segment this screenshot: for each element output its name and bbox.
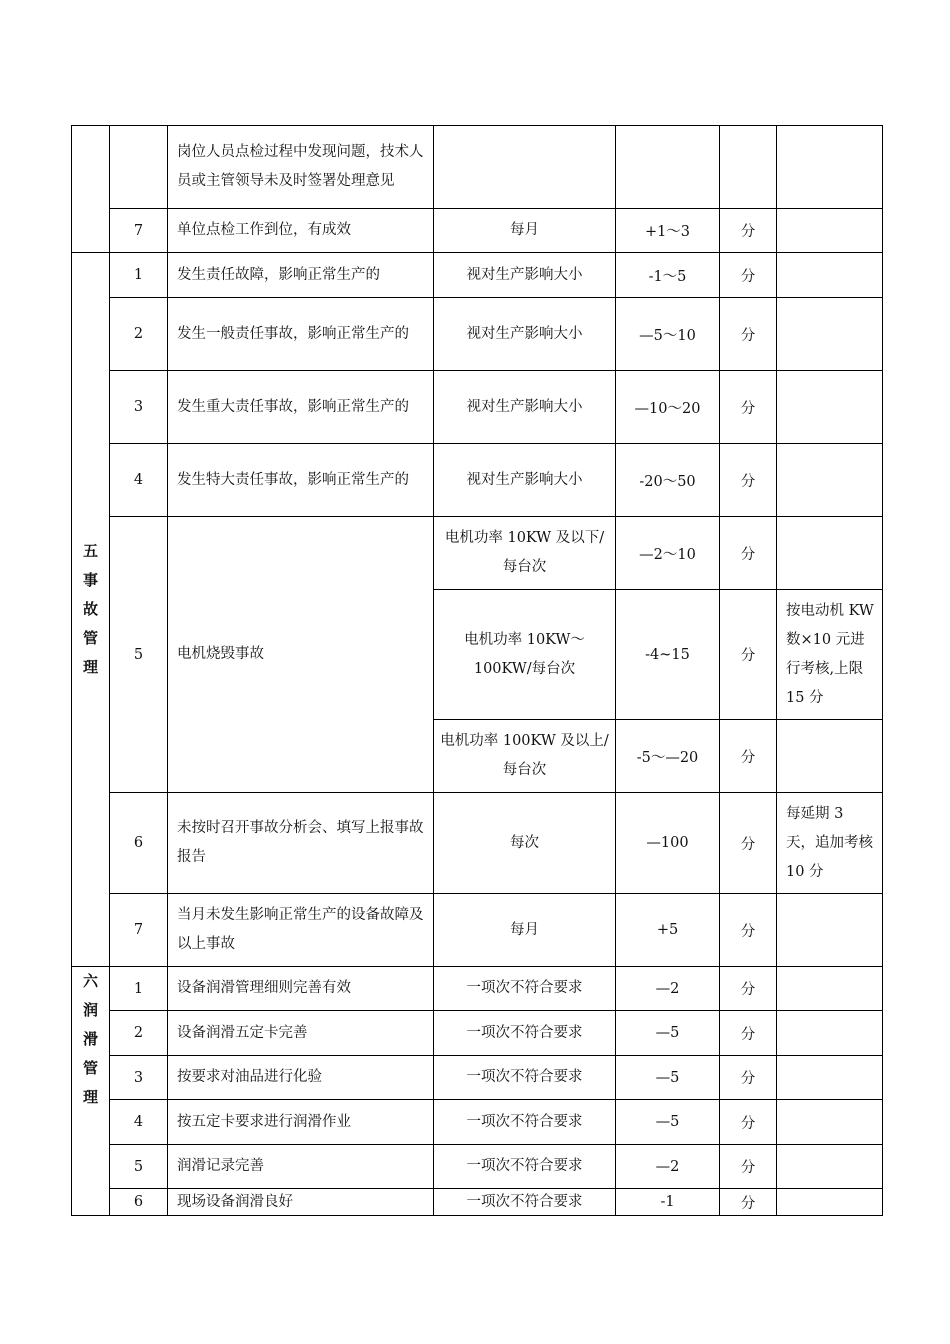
item-text: 当月未发生影响正常生产的设备故障及以上事故 [168, 894, 434, 967]
assessment-table [71, 125, 883, 1216]
table-row [72, 371, 883, 444]
unit-text: 分 [720, 209, 777, 253]
score-text: —2 [616, 1145, 720, 1189]
score-text [616, 126, 720, 209]
remark-text [777, 371, 883, 444]
remark-text [777, 894, 883, 967]
unit-text: 分 [720, 590, 777, 720]
score-text: —5 [616, 1100, 720, 1145]
score-text: —2～10 [616, 517, 720, 590]
row-number: 6 [110, 1189, 168, 1216]
criteria-text: 每月 [434, 894, 616, 967]
table-row [72, 298, 883, 371]
table-row [72, 126, 883, 209]
row-number: 4 [110, 1100, 168, 1145]
criteria-text: 视对生产影响大小 [434, 253, 616, 298]
remark-text [777, 298, 883, 371]
remark-text [777, 517, 883, 590]
item-text: 电机烧毁事故 [168, 517, 434, 793]
score-text: —2 [616, 967, 720, 1011]
row-number: 7 [110, 894, 168, 967]
item-text: 单位点检工作到位，有成效 [168, 209, 434, 253]
unit-text: 分 [720, 793, 777, 894]
unit-text [720, 126, 777, 209]
unit-text: 分 [720, 967, 777, 1011]
item-text: 发生一般责任事故，影响正常生产的 [168, 298, 434, 371]
item-text: 岗位人员点检过程中发现问题，技术人员或主管领导未及时签署处理意见 [168, 126, 434, 209]
criteria-text: 每月 [434, 209, 616, 253]
unit-text: 分 [720, 517, 777, 590]
row-number [110, 126, 168, 209]
criteria-text: 一项次不符合要求 [434, 1056, 616, 1100]
unit-text: 分 [720, 1145, 777, 1189]
score-text: -20～50 [616, 444, 720, 517]
item-text: 设备润滑五定卡完善 [168, 1011, 434, 1056]
remark-text [777, 209, 883, 253]
unit-text: 分 [720, 444, 777, 517]
item-text: 发生责任故障，影响正常生产的 [168, 253, 434, 298]
remark-text [777, 1189, 883, 1216]
row-number: 4 [110, 444, 168, 517]
item-text: 未按时召开事故分析会、填写上报事故报告 [168, 793, 434, 894]
table-row [72, 1011, 883, 1056]
row-number: 3 [110, 1056, 168, 1100]
remark-text: 按电动机 KW 数×10 元进行考核,上限 15 分 [777, 590, 883, 720]
remark-text [777, 253, 883, 298]
remark-text [777, 1145, 883, 1189]
table-row [72, 1189, 883, 1216]
remark-text [777, 1011, 883, 1056]
score-text: —5 [616, 1011, 720, 1056]
remark-text [777, 1056, 883, 1100]
item-text: 现场设备润滑良好 [168, 1189, 434, 1216]
unit-text: 分 [720, 253, 777, 298]
criteria-text: 一项次不符合要求 [434, 967, 616, 1011]
remark-text [777, 967, 883, 1011]
table-row [72, 1145, 883, 1189]
table-row [72, 209, 883, 253]
score-text: -1～5 [616, 253, 720, 298]
criteria-text: 每次 [434, 793, 616, 894]
item-text: 发生重大责任事故，影响正常生产的 [168, 371, 434, 444]
row-number: 2 [110, 298, 168, 371]
section-label-lubrication-management: 六 润 滑 管 理 [72, 967, 110, 1216]
unit-text: 分 [720, 1056, 777, 1100]
table-row [72, 793, 883, 894]
row-number: 2 [110, 1011, 168, 1056]
remark-text [777, 126, 883, 209]
item-text: 按五定卡要求进行润滑作业 [168, 1100, 434, 1145]
unit-text: 分 [720, 720, 777, 793]
table-row [72, 1056, 883, 1100]
table-row [72, 894, 883, 967]
remark-text [777, 720, 883, 793]
table-row [72, 517, 883, 590]
criteria-text: 一项次不符合要求 [434, 1011, 616, 1056]
unit-text: 分 [720, 298, 777, 371]
remark-text [777, 444, 883, 517]
row-number: 7 [110, 209, 168, 253]
criteria-text: 电机功率 10KW～100KW/每台次 [434, 590, 616, 720]
item-text: 按要求对油品进行化验 [168, 1056, 434, 1100]
criteria-text: 电机功率 100KW 及以上/每台次 [434, 720, 616, 793]
item-text: 润滑记录完善 [168, 1145, 434, 1189]
section-label-empty [72, 126, 110, 253]
score-text: -5～—20 [616, 720, 720, 793]
table-row [72, 444, 883, 517]
criteria-text: 一项次不符合要求 [434, 1145, 616, 1189]
criteria-text: 一项次不符合要求 [434, 1189, 616, 1216]
unit-text: 分 [720, 1011, 777, 1056]
score-text: —100 [616, 793, 720, 894]
row-number: 5 [110, 517, 168, 793]
row-number: 5 [110, 1145, 168, 1189]
row-number: 1 [110, 967, 168, 1011]
row-number: 3 [110, 371, 168, 444]
score-text: -1 [616, 1189, 720, 1216]
unit-text: 分 [720, 371, 777, 444]
criteria-text: 电机功率 10KW 及以下/每台次 [434, 517, 616, 590]
score-text: +1～3 [616, 209, 720, 253]
remark-text [777, 1100, 883, 1145]
section-label-accident-management: 五 事 故 管 理 [72, 253, 110, 967]
remark-text: 每延期 3 天，追加考核 10 分 [777, 793, 883, 894]
score-text: —5～10 [616, 298, 720, 371]
criteria-text: 视对生产影响大小 [434, 298, 616, 371]
item-text: 发生特大责任事故，影响正常生产的 [168, 444, 434, 517]
score-text: —5 [616, 1056, 720, 1100]
unit-text: 分 [720, 1189, 777, 1216]
criteria-text [434, 126, 616, 209]
row-number: 1 [110, 253, 168, 298]
criteria-text: 视对生产影响大小 [434, 371, 616, 444]
criteria-text: 视对生产影响大小 [434, 444, 616, 517]
table-row [72, 253, 883, 298]
score-text: —10～20 [616, 371, 720, 444]
table-row [72, 967, 883, 1011]
score-text: -4~15 [616, 590, 720, 720]
score-text: +5 [616, 894, 720, 967]
criteria-text: 一项次不符合要求 [434, 1100, 616, 1145]
unit-text: 分 [720, 1100, 777, 1145]
table-row [72, 1100, 883, 1145]
unit-text: 分 [720, 894, 777, 967]
item-text: 设备润滑管理细则完善有效 [168, 967, 434, 1011]
row-number: 6 [110, 793, 168, 894]
